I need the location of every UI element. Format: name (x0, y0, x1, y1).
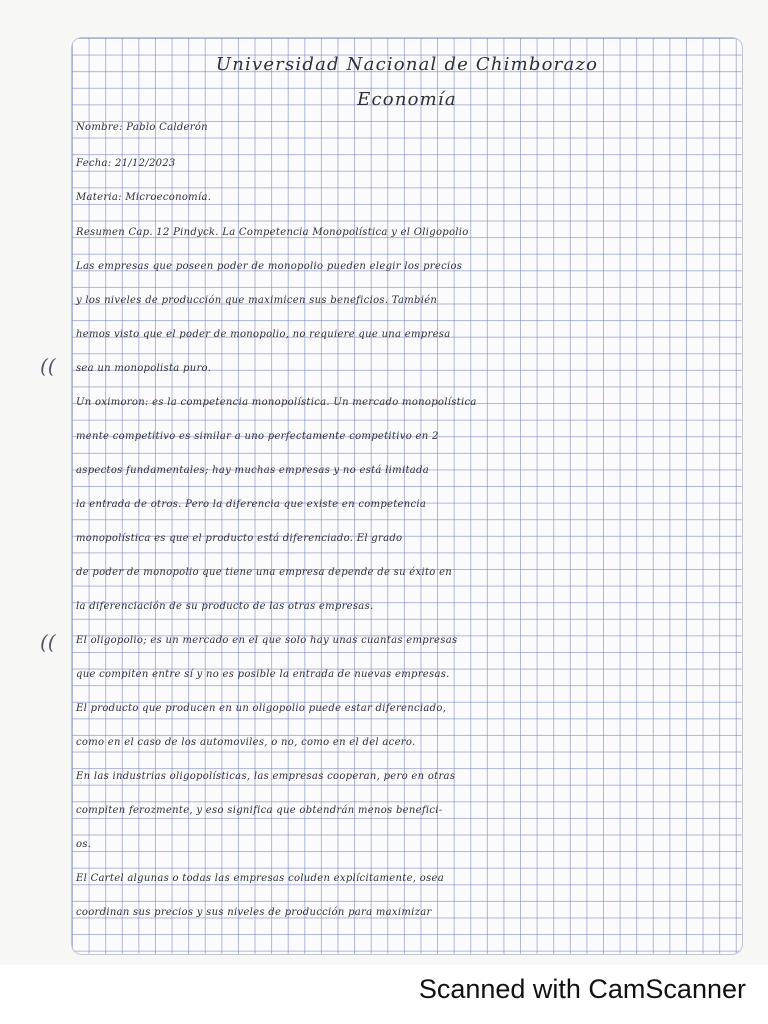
notebook-page (72, 38, 742, 954)
body-line: sea un monopolista puro. (76, 363, 212, 374)
margin-mark: (( (40, 630, 56, 654)
body-line: que compiten entre sí y no es posible la entrada de nuevas empresas. (76, 669, 450, 680)
subject-heading: Economía (357, 89, 457, 110)
body-line: Las empresas que poseen poder de monopolio pueden elegir los precios (76, 261, 463, 272)
body-line: mente competitivo es similar a uno perfectamente competitivo en 2 (76, 431, 439, 442)
body-line: En las industrias oligopolísticas, las empresas cooperan, pero en otras (76, 771, 456, 782)
body-line: Resumen Cap. 12 Pindyck. La Competencia Monopolística y el Oligopolio (76, 227, 469, 238)
body-line: os. (76, 839, 92, 850)
university-heading: Universidad Nacional de Chimborazo (215, 54, 599, 75)
course-line: Materia: Microeconomía. (76, 192, 212, 203)
student-name: Nombre: Pablo Calderón (76, 122, 208, 133)
body-line: como en el caso de los automoviles, o no, como en el del acero. (76, 737, 416, 748)
body-line: compiten ferozmente, y eso significa que obtendrán menos benefici- (76, 805, 443, 816)
body-line: y los niveles de producción que maximicen sus beneficios. También (76, 295, 438, 306)
body-line: aspectos fundamentales; hay muchas empresas y no está limitada (76, 465, 429, 476)
margin-mark: (( (40, 354, 56, 378)
date-line: Fecha: 21/12/2023 (76, 158, 176, 169)
body-line: monopolística es que el producto está diferenciado. El grado (76, 533, 403, 544)
scanner-watermark: Scanned with CamScanner (418, 974, 746, 1004)
body-line: de poder de monopolio que tiene una empresa depende de su éxito en (76, 567, 453, 578)
body-line: la entrada de otros. Pero la diferencia que existe en competencia (76, 499, 427, 510)
body-line: El Cartel algunas o todas las empresas coluden explícitamente, osea (76, 873, 444, 884)
body-line: El oligopolio; es un mercado en el que solo hay unas cuantas empresas (76, 635, 458, 646)
body-line: hemos visto que el poder de monopolio, no requiere que una empresa (76, 329, 451, 340)
body-line: Un oximoron: es la competencia monopolística. Un mercado monopolística (76, 397, 477, 408)
body-line: la diferenciación de su producto de las otras empresas. (76, 601, 374, 612)
body-line: coordinan sus precios y sus niveles de producción para maximizar (76, 907, 432, 918)
body-line: El producto que producen en un oligopolio puede estar diferenciado, (76, 703, 447, 714)
